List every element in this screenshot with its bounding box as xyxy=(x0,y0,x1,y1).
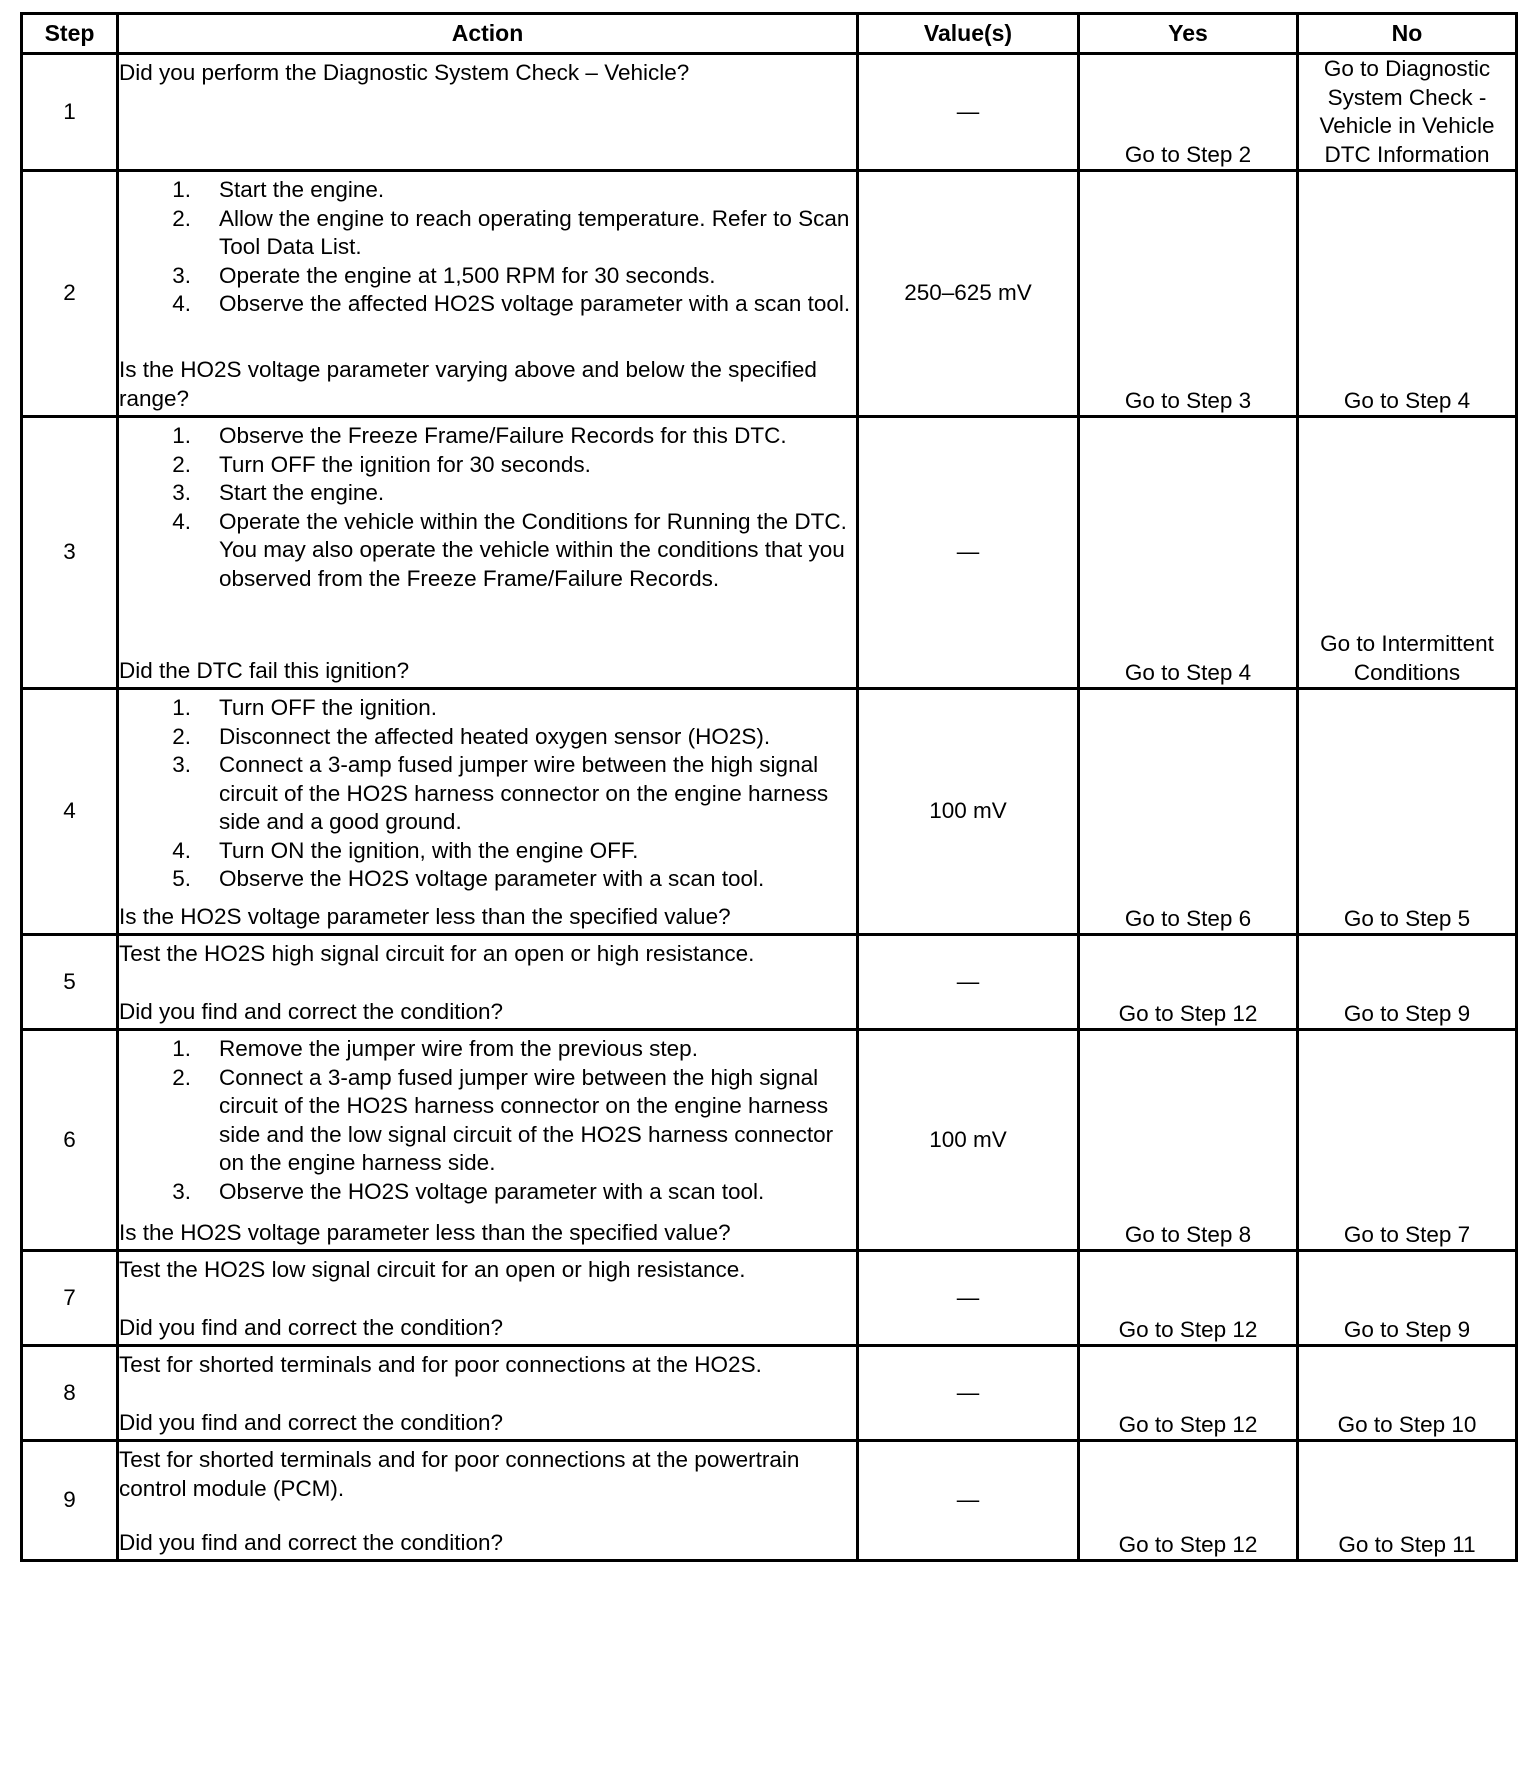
value-cell: — xyxy=(858,54,1079,171)
action-step-text: Disconnect the affected heated oxygen sensor (HO2S). xyxy=(219,723,771,749)
step-number: 6 xyxy=(22,1030,118,1251)
table-body xyxy=(22,54,1517,1561)
action-step-number: 3. xyxy=(172,262,191,288)
action-step-text: Observe the affected HO2S voltage parameter with a scan tool. xyxy=(219,291,851,316)
action-step-item xyxy=(172,422,856,451)
value-cell: 100 mV xyxy=(858,689,1079,935)
no-outcome: Go to Intermittent Conditions xyxy=(1298,417,1517,689)
action-step-text: Observe the HO2S voltage parameter with a scan tool. xyxy=(219,866,765,891)
action-instructions xyxy=(119,690,856,894)
action-step-number: 1. xyxy=(172,695,191,720)
yes-outcome: Go to Step 12 xyxy=(1079,1346,1298,1441)
table-row xyxy=(22,1030,1517,1251)
table-row xyxy=(22,417,1517,689)
action-step-text: Remove the jumper wire from the previous step. xyxy=(219,1036,698,1061)
value-cell: — xyxy=(858,1346,1079,1441)
action-cell xyxy=(118,1441,858,1561)
step-number: 8 xyxy=(22,1346,118,1441)
action-step-item xyxy=(172,205,856,262)
step-number: 1 xyxy=(22,54,118,171)
action-question: Did you find and correct the condition? xyxy=(119,1529,503,1555)
action-content xyxy=(119,55,856,169)
action-instructions xyxy=(119,936,856,969)
action-cell xyxy=(118,1251,858,1346)
action-step-number: 4. xyxy=(172,508,191,534)
action-question: Did you find and correct the condition? xyxy=(119,998,503,1024)
action-instructions xyxy=(119,172,856,319)
value-cell: 100 mV xyxy=(858,1030,1079,1251)
action-step-text: Turn OFF the ignition. xyxy=(219,695,438,720)
action-step-text: Operate the engine at 1,500 RPM for 30 seconds. xyxy=(219,262,716,288)
table-row xyxy=(22,171,1517,417)
action-cell xyxy=(118,1030,858,1251)
action-step-item xyxy=(172,451,856,480)
table-row xyxy=(22,689,1517,935)
action-question: Did you find and correct the condition? xyxy=(119,1409,503,1435)
action-step-number: 3. xyxy=(172,480,191,505)
step-number: 7 xyxy=(22,1251,118,1346)
action-steps-list xyxy=(119,694,856,894)
yes-outcome: Go to Step 12 xyxy=(1079,1251,1298,1346)
action-step-number: 3. xyxy=(172,752,191,777)
step-number: 4 xyxy=(22,689,118,935)
table-row xyxy=(22,1346,1517,1441)
step-number: 5 xyxy=(22,935,118,1030)
action-instructions xyxy=(119,1031,856,1206)
value-cell: — xyxy=(858,1251,1079,1346)
table-row xyxy=(22,54,1517,171)
action-step-text: Observe the HO2S voltage parameter with a scan tool. xyxy=(219,1178,765,1204)
no-outcome: Go to Step 11 xyxy=(1298,1441,1517,1561)
action-step-number: 2. xyxy=(172,451,191,477)
action-step-number: 3. xyxy=(172,1178,191,1204)
action-content xyxy=(119,690,856,933)
action-step-number: 2. xyxy=(172,723,191,749)
action-instructions xyxy=(119,55,856,88)
step-number: 3 xyxy=(22,417,118,689)
action-instructions xyxy=(119,1252,856,1285)
action-content xyxy=(119,1442,856,1559)
action-text: Test for shorted terminals and for poor connections at the powertrain control module (PCM). xyxy=(119,1447,800,1501)
value-cell: 250–625 mV xyxy=(858,171,1079,417)
action-step-text: Start the engine. xyxy=(219,177,385,202)
action-content xyxy=(119,1031,856,1249)
action-step-number: 4. xyxy=(172,291,191,316)
action-instructions xyxy=(119,1442,856,1503)
action-step-item xyxy=(172,723,856,752)
action-step-number: 1. xyxy=(172,423,191,448)
action-step-text: Start the engine. xyxy=(219,480,385,505)
action-step-item xyxy=(172,837,856,866)
action-text: Test the HO2S low signal circuit for an open or high resistance. xyxy=(119,1257,746,1282)
action-step-text: Connect a 3-amp fused jumper wire between the high signal circuit of the HO2S harness connector on the engine harness side and the low signal circuit of the HO2S harness connector on the engine harness side. xyxy=(219,1064,834,1175)
action-step-item xyxy=(172,176,856,205)
action-question: Is the HO2S voltage parameter less than the specified value? xyxy=(119,903,731,929)
action-step-text: Allow the engine to reach operating temperature. Refer to Scan Tool Data List. xyxy=(219,205,850,259)
action-step-item xyxy=(172,1035,856,1064)
action-step-item xyxy=(172,751,856,837)
action-step-number: 1. xyxy=(172,1036,191,1061)
no-outcome: Go to Diagnostic System Check - Vehicle in Vehicle DTC Information xyxy=(1298,54,1517,171)
action-step-item xyxy=(172,508,856,594)
action-question: Did you find and correct the condition? xyxy=(119,1314,503,1340)
table-row xyxy=(22,935,1517,1030)
action-cell xyxy=(118,417,858,689)
table-row xyxy=(22,1251,1517,1346)
yes-outcome: Go to Step 2 xyxy=(1079,54,1298,171)
action-cell xyxy=(118,689,858,935)
action-instructions xyxy=(119,418,856,593)
action-step-item xyxy=(172,865,856,894)
action-step-item xyxy=(172,479,856,508)
action-content xyxy=(119,1347,856,1439)
yes-outcome: Go to Step 12 xyxy=(1079,935,1298,1030)
no-outcome: Go to Step 5 xyxy=(1298,689,1517,935)
action-step-item xyxy=(172,290,856,319)
action-question: Is the HO2S voltage parameter less than the specified value? xyxy=(119,1219,731,1245)
step-number: 9 xyxy=(22,1441,118,1561)
action-content xyxy=(119,936,856,1028)
action-cell xyxy=(118,54,858,171)
no-outcome: Go to Step 4 xyxy=(1298,171,1517,417)
value-cell: — xyxy=(858,935,1079,1030)
action-step-number: 2. xyxy=(172,205,191,231)
yes-outcome: Go to Step 6 xyxy=(1079,689,1298,935)
header-no: No xyxy=(1298,14,1517,54)
no-outcome: Go to Step 10 xyxy=(1298,1346,1517,1441)
action-question: Did the DTC fail this ignition? xyxy=(119,657,410,683)
header-values: Value(s) xyxy=(858,14,1079,54)
header-row xyxy=(22,14,1517,54)
action-step-item xyxy=(172,262,856,291)
action-steps-list xyxy=(119,422,856,593)
header-yes: Yes xyxy=(1079,14,1298,54)
header-action: Action xyxy=(118,14,858,54)
yes-outcome: Go to Step 12 xyxy=(1079,1441,1298,1561)
step-number: 2 xyxy=(22,171,118,417)
action-step-item xyxy=(172,1178,856,1207)
action-step-item xyxy=(172,694,856,723)
yes-outcome: Go to Step 8 xyxy=(1079,1030,1298,1251)
action-step-item xyxy=(172,1064,856,1178)
action-steps-list xyxy=(119,1035,856,1206)
action-instructions xyxy=(119,1347,856,1380)
action-step-text: Turn ON the ignition, with the engine OFF. xyxy=(219,837,639,863)
diagnostic-table xyxy=(20,12,1518,1562)
action-cell xyxy=(118,171,858,417)
action-content xyxy=(119,172,856,415)
table-row xyxy=(22,1441,1517,1561)
action-text: Test for shorted terminals and for poor connections at the HO2S. xyxy=(119,1352,762,1377)
action-cell xyxy=(118,1346,858,1441)
action-step-number: 2. xyxy=(172,1064,191,1090)
action-question: Is the HO2S voltage parameter varying above and below the specified range? xyxy=(119,357,817,411)
action-steps-list xyxy=(119,176,856,319)
no-outcome: Go to Step 7 xyxy=(1298,1030,1517,1251)
yes-outcome: Go to Step 3 xyxy=(1079,171,1298,417)
action-cell xyxy=(118,935,858,1030)
action-step-text: Operate the vehicle within the Conditions for Running the DTC. You may also operate the vehicle within the conditions that you observed from the Freeze Frame/Failure Records. xyxy=(219,508,847,591)
action-step-text: Connect a 3-amp fused jumper wire between the high signal circuit of the HO2S harness connector on the engine harness side and a good ground. xyxy=(219,752,829,834)
header-step: Step xyxy=(22,14,118,54)
action-step-text: Observe the Freeze Frame/Failure Records for this DTC. xyxy=(219,423,787,448)
action-text: Test the HO2S high signal circuit for an open or high resistance. xyxy=(119,941,755,966)
action-step-text: Turn OFF the ignition for 30 seconds. xyxy=(219,451,591,477)
value-cell: — xyxy=(858,1441,1079,1561)
action-step-number: 1. xyxy=(172,177,191,202)
value-cell: — xyxy=(858,417,1079,689)
action-content xyxy=(119,418,856,687)
action-content xyxy=(119,1252,856,1344)
action-text: Did you perform the Diagnostic System Check – Vehicle? xyxy=(119,60,690,85)
no-outcome: Go to Step 9 xyxy=(1298,935,1517,1030)
yes-outcome: Go to Step 4 xyxy=(1079,417,1298,689)
action-step-number: 4. xyxy=(172,837,191,863)
no-outcome: Go to Step 9 xyxy=(1298,1251,1517,1346)
action-step-number: 5. xyxy=(172,866,191,891)
